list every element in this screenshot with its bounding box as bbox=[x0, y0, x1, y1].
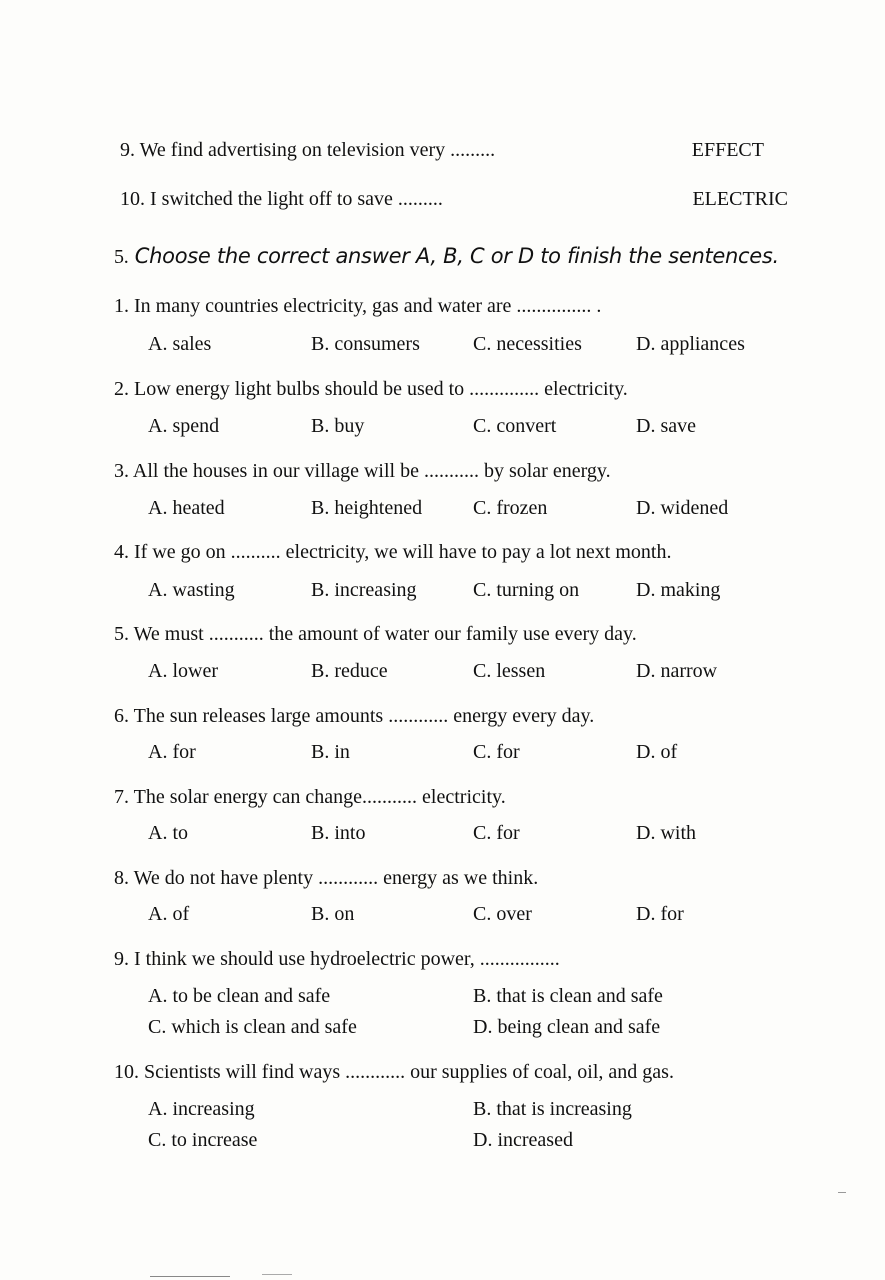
question-4: 4. If we go on .......... electricity, we will have to pay a lot next month. bbox=[114, 541, 672, 563]
option-d: D. of bbox=[636, 741, 678, 763]
scan-artifact bbox=[150, 1276, 230, 1277]
option-d: D. with bbox=[636, 822, 696, 844]
option-a: A. for bbox=[148, 741, 196, 763]
section-instruction: Choose the correct answer A, B, C or D to finish the sentences. bbox=[134, 244, 779, 268]
option-d: D. appliances bbox=[636, 333, 745, 355]
option-a: A. heated bbox=[148, 497, 225, 519]
section-number: 5. bbox=[114, 246, 129, 268]
option-a: A. wasting bbox=[148, 579, 235, 601]
option-d: D. increased bbox=[473, 1129, 573, 1151]
option-a: A. sales bbox=[148, 333, 212, 355]
option-b: B. consumers bbox=[311, 333, 420, 355]
word-form-question: 9. We find advertising on television very ......... bbox=[120, 139, 496, 161]
option-a: A. increasing bbox=[148, 1098, 255, 1120]
option-a: A. to bbox=[148, 822, 188, 844]
option-c: C. to increase bbox=[148, 1129, 258, 1151]
option-c: C. turning on bbox=[473, 579, 580, 601]
option-a: A. lower bbox=[148, 660, 218, 682]
option-b: B. heightened bbox=[311, 497, 423, 519]
option-c: C. lessen bbox=[473, 660, 546, 682]
option-c: C. frozen bbox=[473, 497, 548, 519]
section-heading bbox=[114, 244, 779, 269]
question-6: 6. The sun releases large amounts ............ energy every day. bbox=[114, 705, 595, 727]
scan-artifact bbox=[262, 1274, 292, 1275]
option-a: A. to be clean and safe bbox=[148, 985, 331, 1007]
question-3: 3. All the houses in our village will be ........... by solar energy. bbox=[114, 460, 611, 482]
option-d: D. making bbox=[636, 579, 721, 601]
option-b: B. in bbox=[311, 741, 350, 763]
option-d: D. narrow bbox=[636, 660, 718, 682]
option-d: D. save bbox=[636, 415, 696, 437]
question-1: 1. In many countries electricity, gas and water are ............... . bbox=[114, 295, 602, 317]
option-b: B. that is increasing bbox=[473, 1098, 632, 1120]
option-d: D. for bbox=[636, 903, 684, 925]
option-c: C. for bbox=[473, 822, 520, 844]
option-b: B. increasing bbox=[311, 579, 417, 601]
option-b: B. reduce bbox=[311, 660, 388, 682]
option-c: C. for bbox=[473, 741, 520, 763]
option-c: C. convert bbox=[473, 415, 557, 437]
question-10: 10. Scientists will find ways ............ our supplies of coal, oil, and gas. bbox=[114, 1061, 674, 1083]
option-c: C. over bbox=[473, 903, 532, 925]
question-9: 9. I think we should use hydroelectric power, ................ bbox=[114, 948, 560, 970]
option-c: C. necessities bbox=[473, 333, 582, 355]
question-5: 5. We must ........... the amount of water our family use every day. bbox=[114, 623, 637, 645]
word-form-root: ELECTRIC bbox=[692, 188, 788, 210]
option-b: B. that is clean and safe bbox=[473, 985, 663, 1007]
question-2: 2. Low energy light bulbs should be used to .............. electricity. bbox=[114, 378, 628, 400]
word-form-question: 10. I switched the light off to save ......... bbox=[120, 188, 443, 210]
question-8: 8. We do not have plenty ............ energy as we think. bbox=[114, 867, 539, 889]
option-a: A. spend bbox=[148, 415, 220, 437]
option-d: D. widened bbox=[636, 497, 729, 519]
option-d: D. being clean and safe bbox=[473, 1016, 661, 1038]
option-a: A. of bbox=[148, 903, 190, 925]
word-form-root: EFFECT bbox=[691, 139, 764, 161]
option-b: B. on bbox=[311, 903, 355, 925]
option-c: C. which is clean and safe bbox=[148, 1016, 357, 1038]
option-b: B. buy bbox=[311, 415, 365, 437]
option-b: B. into bbox=[311, 822, 366, 844]
question-7: 7. The solar energy can change........... electricity. bbox=[114, 786, 506, 808]
scan-artifact bbox=[838, 1192, 846, 1193]
